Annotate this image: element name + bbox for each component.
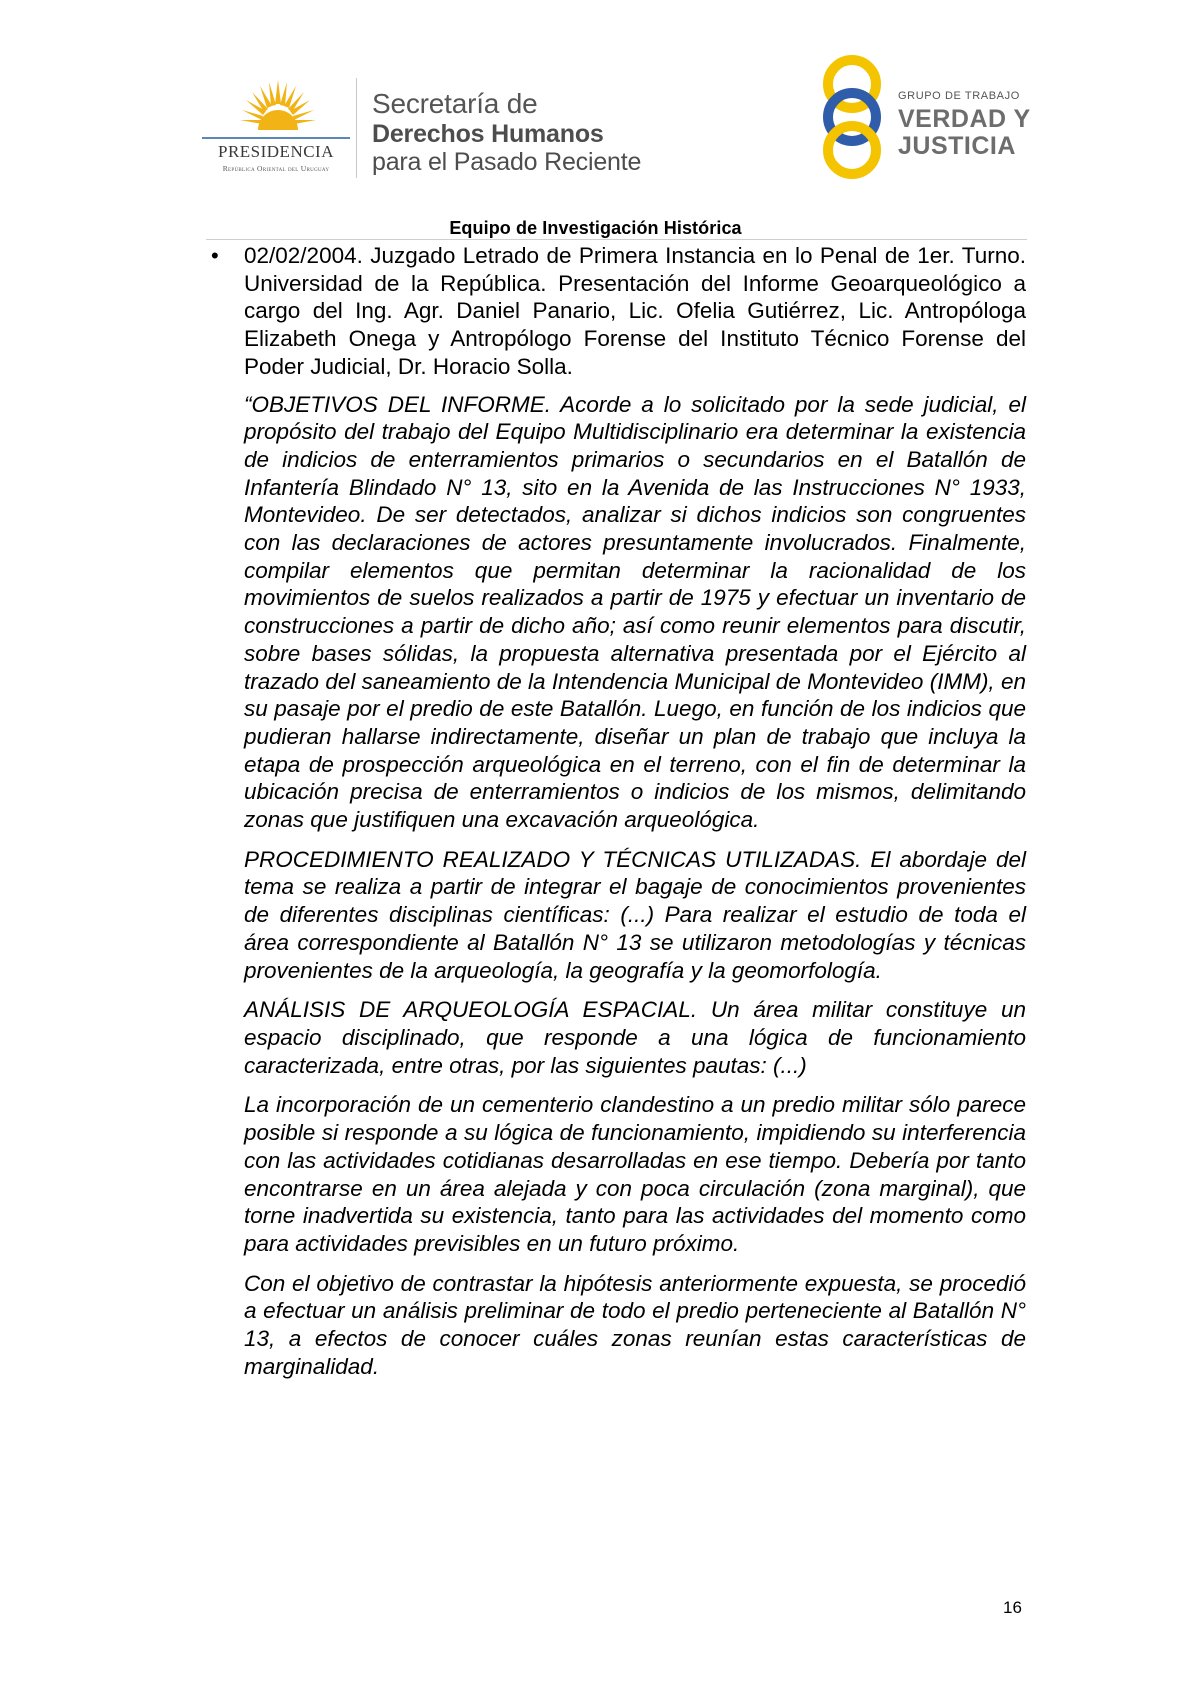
quote-objetivos: “OBJETIVOS DEL INFORME. Acorde a lo solicitado por la sede judicial, el propósito del trabajo del Equipo Multidisciplinario era determinar la existencia de indicios de enterramientos primarios o secundarios en el Batallón de Infantería Blindado N° 13, sito en la Avenida de las Instrucciones N° 1933, Montevideo. De ser detectados, analizar si dichos indicios son congruentes con las declaraciones de actores presuntamente involucrados. Finalmente, compilar elementos que permitan determinar la racionalidad de los movimientos de suelos realizados a partir de 1975 y efectuar un inventario de construcciones a partir de dicho año; así como reunir elementos para discutir, sobre bases sólidas, la propuesta alternativa presentada por el Ejército al trazado del saneamiento de la Intendencia Municipal de Montevideo (IMM), en su pasaje por el predio de este Batallón. Luego, en función de los indicios que pudieran hallarse indirectamente, diseñar un plan de trabajo que incluya la etapa de prospección arqueológica en el terreno, con el fin de determinar la ubicación precisa de enterramientos o indicios de los mismos, delimitando zonas que justifiquen una excavación arqueológica. — [244, 391, 1026, 833]
page-number: 16 — [1003, 1598, 1022, 1617]
bullet-paragraph: 02/02/2004. Juzgado Letrado de Primera Instancia en lo Penal de 1er. Turno. Universidad de la República. Presentación del Informe Geoarqueológico a cargo del Ing. Agr. Daniel Panario, Lic. Ofelia Gutiérrez, Lic. Antropóloga Elizabeth Onega y Antropólogo Forense del Instituto Técnico Forense del Poder Judicial, Dr. Horacio Solla. — [244, 243, 1026, 379]
document-body — [211, 242, 1026, 1392]
sun-icon — [238, 78, 318, 140]
rings-icon — [812, 54, 892, 180]
quote-cementerio: La incorporación de un cementerio clandestino a un predio militar sólo parece posible si responde a su lógica de funcionamiento, impidiendo su interferencia con las actividades cotidianas desarrolladas en ese tiempo. Debería por tanto encontrarse en un área alejada y con poca circulación (zona marginal), que torne inadvertida su existencia, tanto para las actividades del momento como para actividades previsibles en un futuro próximo. — [244, 1092, 1026, 1256]
quote-hipotesis: Con el objetivo de contrastar la hipótesis anteriormente expuesta, se procedió a efectuar un análisis preliminar de todo el predio perteneciente al Batallón N° 13, a efectos de conocer cuáles zonas reunían estas características de marginalidad. — [244, 1270, 1026, 1379]
justicia-label: JUSTICIA — [898, 132, 1016, 160]
quote-procedimiento: PROCEDIMIENTO REALIZADO Y TÉCNICAS UTILIZADAS. El abordaje del tema se realiza a partir de integrar el bagaje de conocimientos provenientes de diferentes disciplinas científicas: (...) Para realizar el estudio de toda el área correspondiente al Batallón N° 13 se utilizaron metodologías y técnicas provenientes de la arqueología, la geografía y la geomorfología. — [244, 846, 1026, 983]
quote-analisis: ANÁLISIS DE ARQUEOLOGÍA ESPACIAL. Un área militar constituye un espacio disciplinado, que responde a una lógica de funcionamiento caracterizada, entre otras, por las siguientes pautas: (...) — [244, 997, 1026, 1078]
bullet-icon: • — [211, 243, 219, 268]
presidencia-subtitle: República Oriental del Uruguay — [222, 164, 330, 173]
presidencia-rule — [202, 137, 350, 139]
logo-divider — [356, 78, 357, 178]
secretaria-logo — [372, 88, 732, 176]
page-header — [0, 0, 1191, 210]
secretaria-line2: Derechos Humanos — [372, 120, 604, 148]
grupo-trabajo-logo — [812, 54, 1031, 180]
team-title: Equipo de Investigación Histórica — [449, 218, 742, 238]
header-rule — [206, 239, 1027, 240]
secretaria-line1: Secretaría de — [372, 88, 538, 119]
grupo-trabajo-label: GRUPO DE TRABAJO — [898, 90, 1020, 102]
secretaria-line3: para el Pasado Reciente — [372, 148, 642, 176]
presidencia-name: PRESIDENCIA — [217, 142, 334, 161]
presidencia-logo — [196, 78, 356, 178]
verdad-label: VERDAD Y — [898, 105, 1031, 133]
